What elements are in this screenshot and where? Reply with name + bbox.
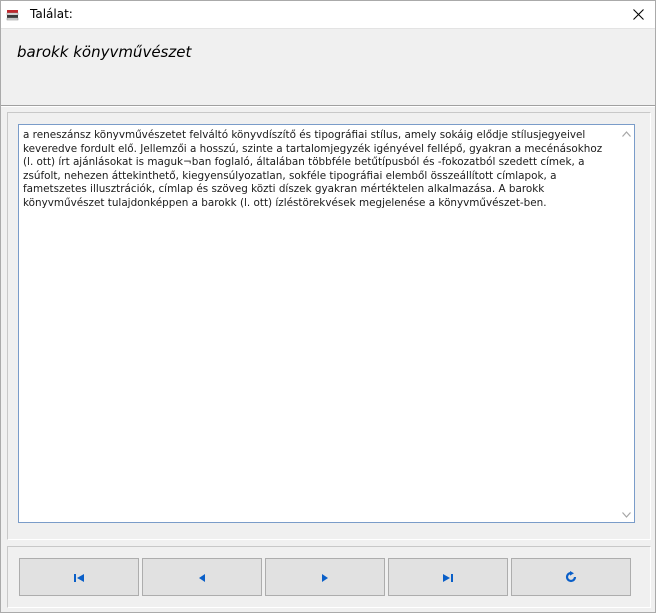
header-divider — [1, 105, 655, 107]
definition-text: a reneszánsz könyvművészetet felváltó könyvdíszítő és tipográfiai stílus, amely sokáig elődje stílusjegyeivel keveredve fordult elő. Jellemzői a hosszú, szinte a tartalomjegyzék igényével fellépő, gyakran a mecénásokhoz (l. ott) írt ajánlásokat is maguk¬ban foglaló, általában többféle betűtípusból és -fokozatból szedett címek, a zsúfolt, nehezen áttekinthető, kiegyensúlyozatlan, sokféle tipográfiai elemből összeállított címlapok, a fametszetes illusztrációk, címlap és szöveg közti díszek gyakran mértéktelen alkalmazása. A barokk könyvművészet tulajdonképpen a barokk (l. ott) ízléstörekvések megjelenése a könyvművészet-ben. — [23, 129, 603, 209]
next-record-button[interactable] — [265, 558, 385, 596]
refresh-button[interactable] — [511, 558, 631, 596]
previous-record-button[interactable] — [142, 558, 262, 596]
scroll-down-icon[interactable] — [621, 510, 631, 520]
first-record-icon — [73, 568, 85, 587]
navigation-panel — [7, 546, 651, 608]
content-panel — [7, 112, 651, 540]
refresh-icon — [565, 568, 577, 587]
book-app-icon — [6, 7, 20, 21]
definition-text-area[interactable] — [18, 124, 635, 523]
entry-title: barokk könyvművészet — [17, 43, 192, 61]
last-record-button[interactable] — [388, 558, 508, 596]
previous-record-icon — [197, 568, 207, 587]
window-title: Találat: — [30, 7, 73, 21]
next-record-icon — [320, 568, 330, 587]
first-record-button[interactable] — [19, 558, 139, 596]
close-icon — [633, 5, 644, 24]
header-panel — [1, 29, 655, 95]
vertical-scrollbar[interactable] — [618, 125, 634, 522]
title-bar[interactable] — [1, 1, 655, 29]
close-button[interactable] — [621, 1, 655, 28]
last-record-icon — [442, 568, 454, 587]
scroll-up-icon[interactable] — [621, 129, 631, 139]
